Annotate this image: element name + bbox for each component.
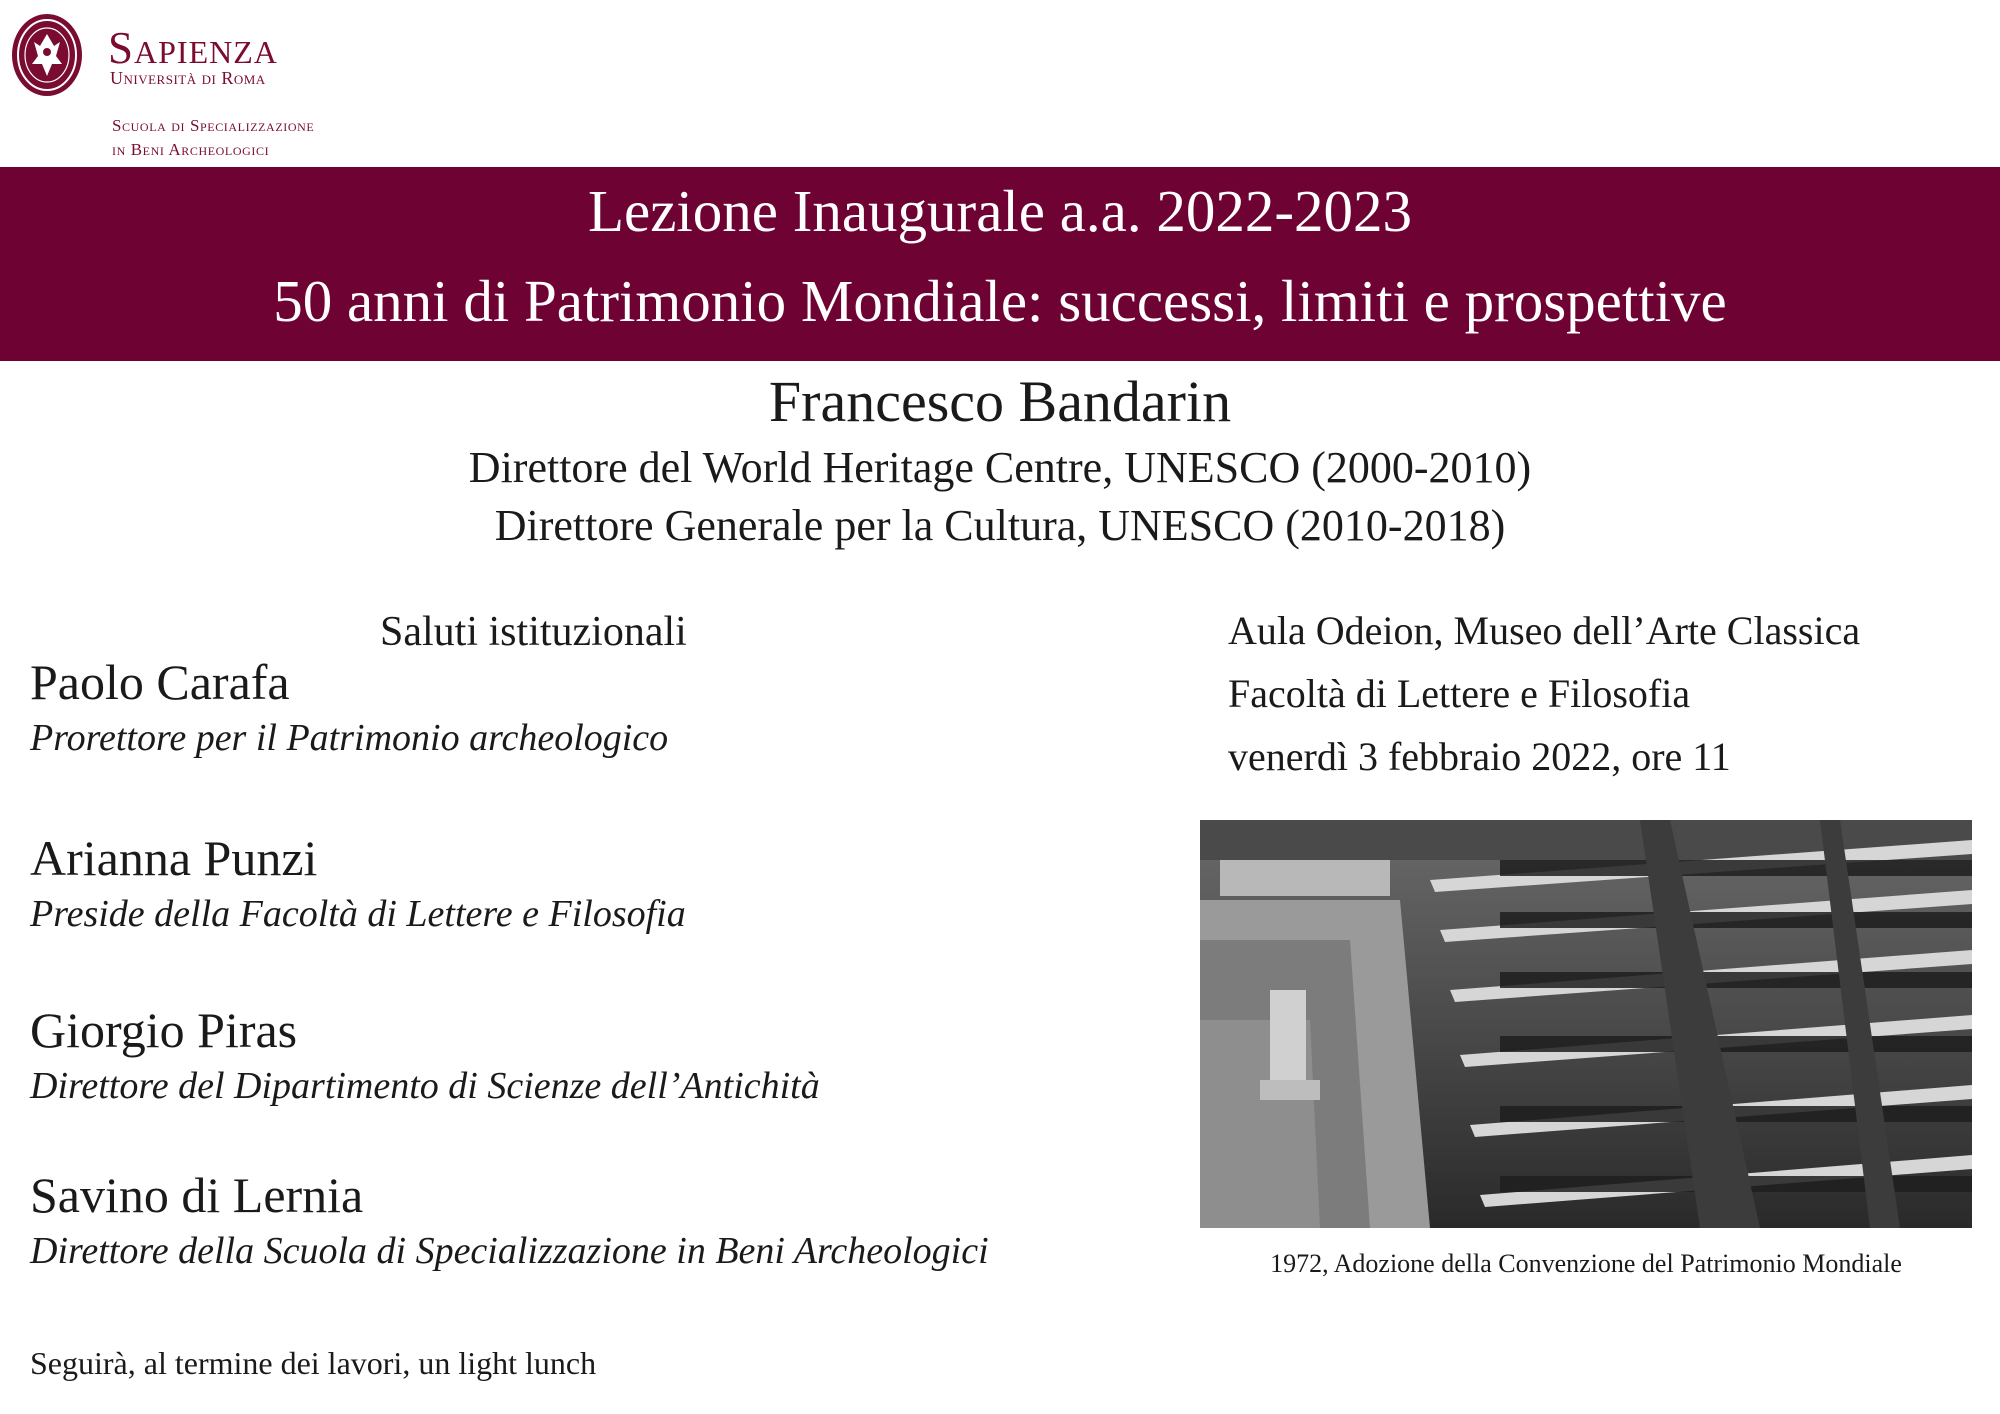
- lecture-subtitle: 50 anni di Patrimonio Mondiale: successi, limiti e prospettive: [273, 268, 1727, 334]
- school-name-line-1: Scuola di Specializzazione: [112, 116, 315, 135]
- person-name: Arianna Punzi: [30, 830, 318, 886]
- speaker-role-1: Direttore del World Heritage Centre, UNESCO (2000-2010): [468, 443, 1532, 492]
- assembly-photo: [1200, 820, 1972, 1228]
- person-name: Giorgio Piras: [30, 1002, 298, 1058]
- venue-faculty: Facoltà di Lettere e Filosofia: [1228, 671, 1691, 716]
- venue-location: Aula Odeion, Museo dell’Arte Classica: [1228, 608, 1861, 653]
- lunch-note: Seguirà, al termine dei lavori, un light lunch: [30, 1345, 597, 1381]
- person-title: Direttore del Dipartimento di Scienze dell’Antichità: [30, 1065, 820, 1107]
- brand-subtitle: Università di Roma: [110, 68, 266, 88]
- school-name-line-2: in Beni Archeologici: [112, 140, 270, 159]
- brand-name: Sapienza: [108, 23, 278, 73]
- speaker-role-2: Direttore Generale per la Cultura, UNESCO (2010-2018): [494, 501, 1506, 550]
- photo-caption: 1972, Adozione della Convenzione del Patrimonio Mondiale: [1270, 1249, 1902, 1278]
- university-seal-icon: [10, 12, 84, 98]
- person-title: Direttore della Scuola di Specializzazione in Beni Archeologici: [30, 1230, 989, 1272]
- person-title: Preside della Facoltà di Lettere e Filosofia: [30, 893, 686, 935]
- title-banner: [0, 167, 2000, 361]
- lecture-title: Lezione Inaugurale a.a. 2022-2023: [587, 178, 1412, 244]
- person-name: Paolo Carafa: [30, 654, 290, 710]
- speaker-name: Francesco Bandarin: [768, 369, 1232, 434]
- greetings-heading: Saluti istituzionali: [380, 609, 687, 655]
- person-name: Savino di Lernia: [30, 1167, 364, 1223]
- venue-date-time: venerdì 3 febbraio 2022, ore 11: [1228, 734, 1731, 779]
- person-title: Prorettore per il Patrimonio archeologico: [30, 717, 669, 759]
